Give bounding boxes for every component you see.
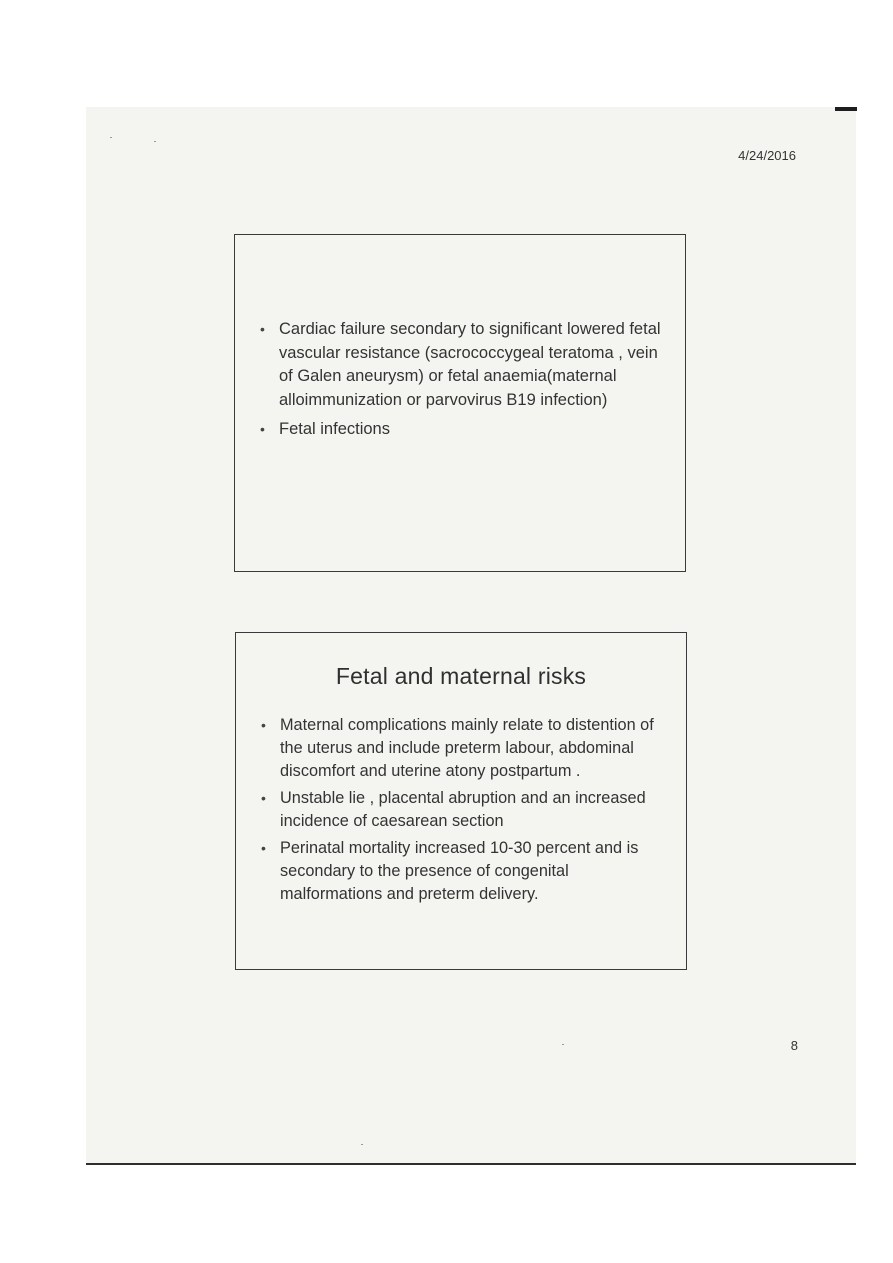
list-item (260, 418, 665, 442)
header-date: 4/24/2016 (738, 148, 796, 163)
page-edge-mark (835, 107, 857, 111)
list-item (261, 787, 668, 833)
bullet-icon: • (261, 840, 266, 856)
bullet-text: Cardiac failure secondary to significant lowered fetal vascular resistance (sacrococcygeal teratoma , vein of Galen aneurysm) or fetal anaemia(maternal alloimmunization or parvovirus B19 infection) (279, 320, 661, 409)
slide-title: Fetal and maternal risks (335, 663, 587, 689)
slide-2 (235, 632, 687, 970)
list-item (261, 714, 668, 783)
bullet-text: Unstable lie , placental abruption and an increased incidence of caesarean section (280, 789, 646, 830)
bullet-icon: • (260, 421, 265, 437)
bullet-text: Maternal complications mainly relate to distention of the uterus and include preterm labour, abdominal discomfort and uterine atony postpartum . (280, 716, 654, 780)
page-number: 8 (790, 1038, 798, 1053)
bullet-icon: • (261, 790, 266, 806)
scan-speck (361, 1144, 363, 1145)
slide-1-bullet-list (260, 318, 665, 442)
bullet-text: Fetal infections (279, 420, 390, 438)
scan-speck (562, 1044, 564, 1045)
scanned-page (86, 107, 856, 1165)
bullet-icon: • (261, 717, 266, 733)
list-item (261, 837, 668, 906)
bullet-icon: • (260, 321, 265, 337)
scan-speck (110, 137, 112, 138)
list-item (260, 318, 665, 412)
slide-1 (234, 234, 686, 572)
slide-2-bullet-list (261, 714, 668, 906)
bullet-text: Perinatal mortality increased 10-30 percent and is secondary to the presence of congenital malformations and preterm delivery. (280, 839, 639, 903)
scan-speck (154, 141, 156, 142)
